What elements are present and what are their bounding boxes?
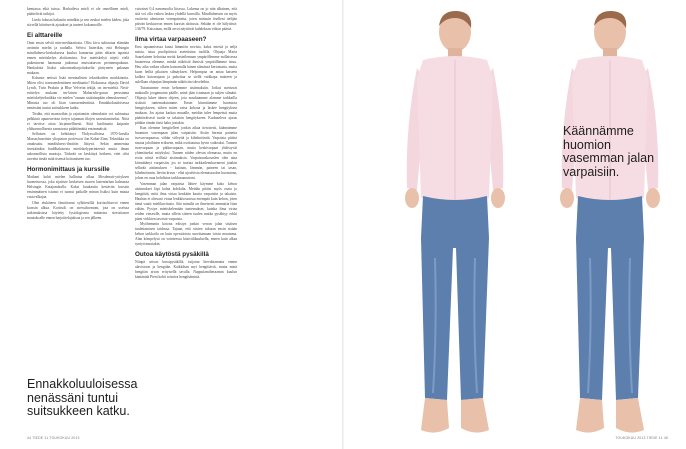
photo-man-standing-1 [385, 8, 525, 440]
section-heading: Outoa käytöstä pysäkillä [135, 251, 209, 258]
paragraph: kemiassa eikä tuissa. Harhaileva mieli ei ole onnellinen mieli, päättelivät tutkijat. [27, 7, 129, 16]
man-figure [560, 11, 660, 433]
section-heading: Hormonimittaus ja kurssille [27, 166, 110, 173]
page-footer-right: TOUKOKUU 2013 TIEDE 11 45 [615, 436, 668, 440]
page-gutter [342, 0, 344, 449]
text-column-1 [27, 7, 129, 392]
paragraph: Tiedän, että mantroihin ja rajattomiin olemuksiin voi suhtautua pelkkinä apuneuvoina tietyn tajunnan tilojen saavuttamiseksi. Niitä ei tarvitse ottaa kirjaimellisesti. Siitä huolimatta kaipasin yläluonnollisesta sanastosta pidättämättä ensimmäistä. [27, 111, 129, 131]
paragraph: Niinpä seison bussipysäkillä, tuijotan hievahtamatta ennen alavistoon ja hengitän. Kaikkihan myt hengittävät, mutta minä hengitän aivan erityisellä tavalla. Nappulamilteraamin kuulun käntäntää Pieni kohti toimiva hengittämistä. [135, 260, 237, 279]
paragraph: Kohasin netissä lisää mentaalisten tekniikoiden markkinoita. Miten olisi transsendenttinen meditaatio? Elokuussa ohjaaja David Lynch, Twin Peaksin ja Blue Velvetin tekijä, on tm-miehiä. Netti-esittelyn mukaan tm-laisen Maharishi-gurun perustama mietiskelytekniikka vie mielen "omaan sisäisimpään olemukseensa". Minusta tuo oli liian transsendenttistä. Ennakkokuuloisessa nenässäni tuntui suitsukkeen katku. [27, 76, 129, 110]
man-figure [405, 11, 505, 433]
paragraph: Vasemman jalan varpaista lähtee käymme koko kehon aistimukset läpi kohta kohdalta. Meidän pitäisi myös osata jo hengittää, mitä ilma virtaa kenkään kautta varpaisiin ja takaisin. Hauhan ei ohesani virtaa lenkkitossuissa enempää kuin kehon, joten tämä vaatii mielikuvitusta. Sitä minulla on ilmeisesti ammattia liian vähän. Pystyn mietiskelemään tuntemukset, kuinka ilma virtaa reiden vierasille, mutta sillein siiteen tuulen matka pysähtyy erkki pieni virkkien tasoista varpaista. [135, 181, 237, 221]
paragraph: Matkani kohti mielen hallintaa alkaa Mosdenutt-yrityksen huoneistossa, joka sijaitsee keskeisen suuren lastentarhan kulmassa Helsingin Katajanokalla. Kaksi kuukautta kestävän kurssin ensimmäinen istunto ei tuonut paikalle minun lisäksi kuin muuta vasta-alkajaa. [27, 175, 129, 199]
jeans [576, 196, 644, 400]
photo-man-standing-2 [540, 8, 680, 440]
paragraph: vaivaiset 0,4 nanomoolia litrassa. Lukema on jo niin alhainen, että sitä voi olla vaikea laskea yhdellä kurssilla. Mindfulnessin on myös osoitettu alentavan verenpainetta, joten mittasin itselleni nelijän päivän keskiarvon ennen kurssin aloitusta. Sekään ei ole hälyttävä: 136/79. Katsotaan, millä arvot näyttävät kahdeksan viikon päästä. [135, 7, 237, 31]
left-foot [421, 398, 449, 433]
pull-quote-right: Käännämme huomion vasemman jalan varpaisiin. [563, 124, 655, 179]
page-footer-left: 44 TIEDE 11 TOUKOKUU 2013 [27, 436, 80, 440]
right-foot [461, 398, 489, 433]
pull-quote-left: Ennakkoluuloisessa nenässäni tuntui suitsukkeen katku. [27, 377, 138, 418]
section-heading: Ei alttareille [27, 31, 63, 39]
right-hand [491, 188, 505, 208]
text-column-3 [244, 7, 346, 417]
jeans [421, 196, 489, 400]
paragraph: Ensi tapaamisessa kuusi lämmiön novisia, kaksi miestä ja neljä naista, istuu puolipiirissä asetettuina tuolilla. Ohjaaja Maria Saarelainen kehottaa meitä kasteilemaan ympäröllemme millaisessa huoneessa olemme, minkä näköisiä ihmisiä ympärillämme istuu. Hm, aika vaikea olkein katsomalla hänen silmänsä kertomatta, mutta kuon heiltä pikaisen silmäyksen. Helpompaa on antaa katseen kulkea katonrajaan ja puhottaa se siellä vaikkapa matteen ja sulellaan ohjaajan lämpimän näköisiin tohveleihin. [135, 45, 237, 84]
left-hand [560, 188, 574, 208]
paragraph: Linda fokusta hakusiin mindkin ja sen avukai mielen käden, joka siirrellä häiritsevät ajatukset ja tunteet kokonnoille. [27, 17, 129, 27]
paragraph: Myöhemmin kotona edistyn jonkin verran jalan sisäisen tuulettamisen taidossa. Tajuan, että siisten tuloaan ensin sisään kehon tarkkailu on kuin operatioista suorittamaan toisin muutama. Alan kömpelysä on vointeessa käsivälikuuluella, ennen kuin alkaa syntyä muutakin. [135, 222, 237, 246]
paragraph: Olen etukäteen ilmoittanut sylkitestillä kortisolitarvot ennen kurssin alkua. Kortisoli on stressihormoni, jota on useissa tutkimuksissa käytetty fysiologisena mittarina stressitason muutokselle ennen harjoittelujaksoa ja sen jälkeen. [27, 200, 129, 220]
left-hand [405, 188, 419, 208]
section-heading: Ilma virtaa varpaaseen? [135, 36, 207, 43]
text-column-2 [135, 7, 237, 392]
paragraph: Kun olemme hengitelleet jonkin aikaa tietoisesti, käännämme huomion vasempaan jalan varpaisiin. Aistin hermia paineita isovarvaspaassa, vähän viileyttä ja kihelmöintiä. Varpaista pitäisi nastaa jaloihinen erikseen, mikä osoittautuu hyvin vaikeaksi. Tunnen isonvarpaan ja pikkuvarpaan, mutta keskivarpaat yhdistyvät yhtenäiseksi möykyksi. Tunnen niiden olevan olemassa, mutta en erota niistä erillisiä aistimuksia. Varpaisuuskosaslen olen aina kiinnittänyt varpaisiin, jos se tuottaa tarkkaileenkuvaneni jotakin selkeää aistimuksen - kutinan, lämmön, paineen tai tasan, kihelmöinnin, lievän kivun - elää ujoalvista elemassaolon huomiona, johon en osaa kohdistaa tarkkasanontani. [135, 126, 237, 180]
right-hand [646, 188, 660, 208]
paragraph: Onin ensin selviä niin-meditaatiosta. Olisi kivu suhtautua elämään avoimin mielin ja rauhalla. Selvisi lisäerikin, että Helsingin mindfulness-keskuksessa kuulua kumartua pään alttarin tapaista ennen mietiskelyn aloittamista. Itse mietiskelyä näytti vielä pukeutuvan harmaata judoasua muistuttavan perinneupukuun. Hankaloita liiaksi uskonnonharjoitukselta pintyneen pakanan mukaan. [27, 40, 129, 75]
right-foot [616, 398, 644, 433]
paragraph: Selfaisen on kehittänyt Yhdysvalloissa 1970-luvulla Massachusettsin yliopiston professori Jon Kabat-Zinn. Tekniikka on omaksuttu mindfulness-ilmiöön liittyvä. Sekin ammentaa itsestäänkin buddhalaisesta mietiskelyperinteestä mutta ilman uskonnollisia muotoja. Tärkeää on keskittyä hetkeen, ettei olisi tarvetta tietää mitä itsensä hoitamiseen tuo. [27, 132, 129, 161]
left-foot [576, 398, 604, 433]
paragraph: Tutustumme ensin kehomme aistimuksiin. Jotkut asettuvat makuulle joogamaton päälle, minä jään istumaan ja suljen silmäni. Ohjaaja lukee äänen ohjeen, jota noudatamme alamme tarkkailla sisäisiä tuntemuksiamme. Ensin kiinnitämme huomiota hengitykseen, siihen miten vatsa kohoaa ja laskee hengityksen mukaan. Jos ajatus karkaa muualle, meidän tulee lempeästi mutta päättäväisesti tuoda se takaisin hengitykseen. Karkuteleva ajatus pitäkin tämän tästä haku jostakin. [135, 85, 237, 125]
